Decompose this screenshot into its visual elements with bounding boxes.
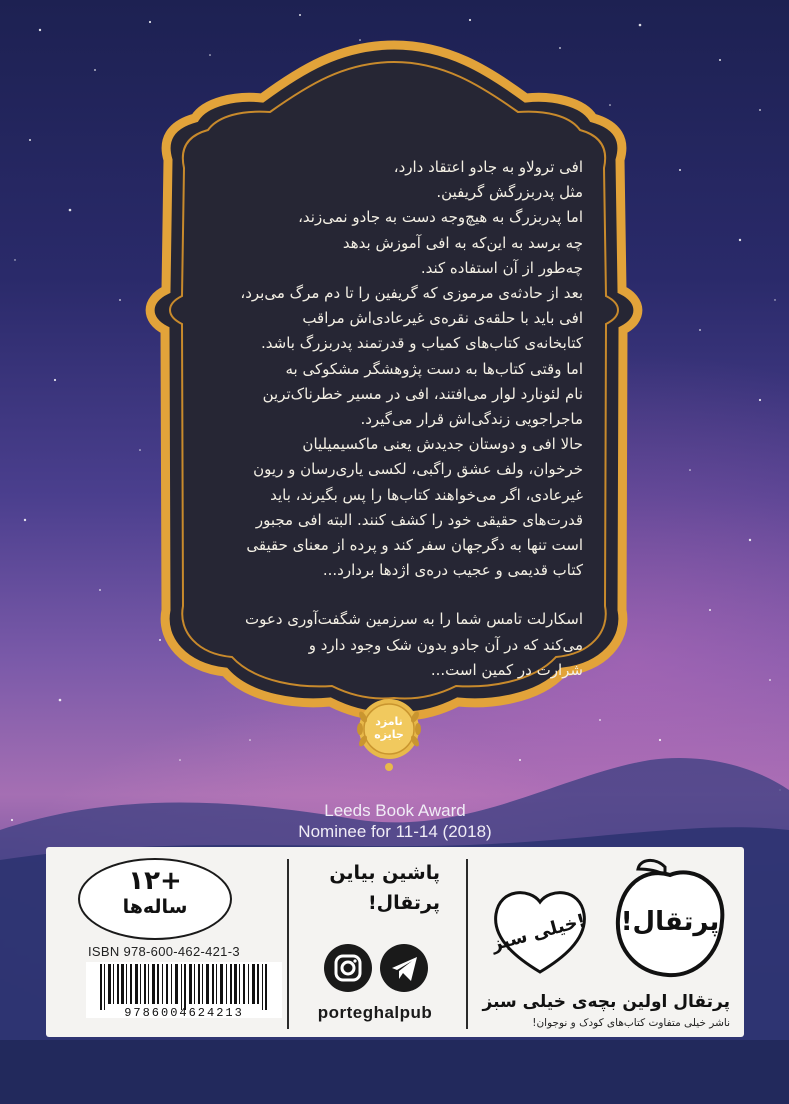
blurb-line: حالا افی و دوستان جدیدش یعنی ماکسیمیلیان: [302, 435, 583, 454]
publisher-logo: [610, 855, 730, 985]
slogan: [300, 858, 440, 918]
award-line: Nominee for 11-14 (2018): [298, 822, 492, 841]
age-rating-badge: [78, 858, 232, 940]
isbn-text: ISBN 978-600-462-421-3: [88, 944, 240, 959]
medal-line: نامزد: [375, 715, 403, 728]
back-cover-blurb: [238, 155, 583, 683]
panel-divider: [466, 859, 468, 1029]
blurb-line: افی ترولاو به جادو اعتقاد دارد،: [393, 158, 583, 176]
social-handle[interactable]: porteghalpub: [317, 1003, 433, 1022]
award-caption: [230, 800, 560, 842]
award-line: Leeds Book Award: [324, 801, 466, 820]
blurb-line: بعد از حادثه‌ی مرموزی که گریفین را تا دم مرگ می‌برد،: [240, 284, 583, 303]
blurb-line: اما پدربزرگ به هیچ‌وجه دست به جادو نمی‌زند،: [298, 208, 583, 227]
blurb-line: کتابخانه‌ی کتاب‌های کمیاب و قدرتمند پدربزرگ باشد.: [261, 334, 583, 353]
blurb-paragraph: [238, 155, 583, 583]
barcode-digits: 9786004624213: [124, 1006, 244, 1018]
blurb-line: مثل پدربزرگش گریفین.: [436, 183, 583, 202]
blurb-line: می‌کند که در آن جادو بدون شک وجود دارد و: [308, 635, 583, 654]
series-logo: [480, 880, 600, 980]
telegram-icon[interactable]: [380, 944, 428, 992]
instagram-icon[interactable]: [324, 944, 372, 992]
slogan-line: پاشین بیاین: [329, 862, 440, 884]
blurb-line: نام لئونارد لوار می‌افتند، افی در مسیر خطرناک‌ترین: [262, 384, 583, 403]
blurb-line: شرارت در کمین است...: [430, 660, 583, 679]
series-logo-text: خیلی سبز!: [489, 910, 588, 956]
medal-label: [339, 715, 439, 741]
medal-line: جایزه: [374, 728, 404, 741]
blurb-paragraph: [238, 607, 583, 683]
blurb-line: ماجراجویی زندگی‌اش قرار می‌گیرد.: [360, 410, 583, 429]
social-icons: [322, 940, 432, 996]
award-medal: [339, 687, 439, 787]
blurb-line: کتاب قدیمی و عجیب دره‌ی اژدها بردارد...: [322, 561, 583, 580]
blurb-line: اما وقتی کتاب‌ها به دست پژوهشگر مشکوکی به: [285, 359, 583, 378]
age-label: ساله‌ها: [122, 896, 188, 918]
slogan-line: پرتقال!: [367, 892, 440, 914]
blurb-line: غیرعادی، اگر می‌خواهند کتاب‌ها را پس بگیرند، باید: [270, 485, 583, 504]
blurb-line: چه‌طور از آن استفاده کند.: [420, 258, 583, 277]
publisher-logo-text: پرتقال!: [620, 907, 720, 937]
publisher-tagline: ناشر خیلی متفاوت کتاب‌های کودک و نوجوان!: [532, 1017, 730, 1029]
age-number: +۱۲: [128, 866, 182, 896]
barcode: [86, 962, 282, 1018]
blurb-line: قدرت‌های حقیقی خود را کشف کنند. البته افی مجبور: [255, 510, 583, 529]
publisher-name: پرتقال اولین بچه‌ی خیلی سبز: [482, 992, 730, 1012]
blurb-line: است تنها به دگرجهان سفر کند و پرده از معنای حقیقی: [246, 536, 583, 555]
blurb-line: افی باید با حلقه‌ی نقره‌ی غیرعادی‌اش مراقب: [302, 309, 583, 328]
blurb-line: اسکارلت تامس شما را به سرزمین شگفت‌آوری دعوت: [245, 610, 583, 629]
blurb-line: خرخوان، ولف عشق راگبی، لکسی یاری‌رسان و ریون: [253, 460, 583, 479]
blurb-line: چه برسد به این‌که به افی آموزش بدهد: [342, 233, 583, 252]
